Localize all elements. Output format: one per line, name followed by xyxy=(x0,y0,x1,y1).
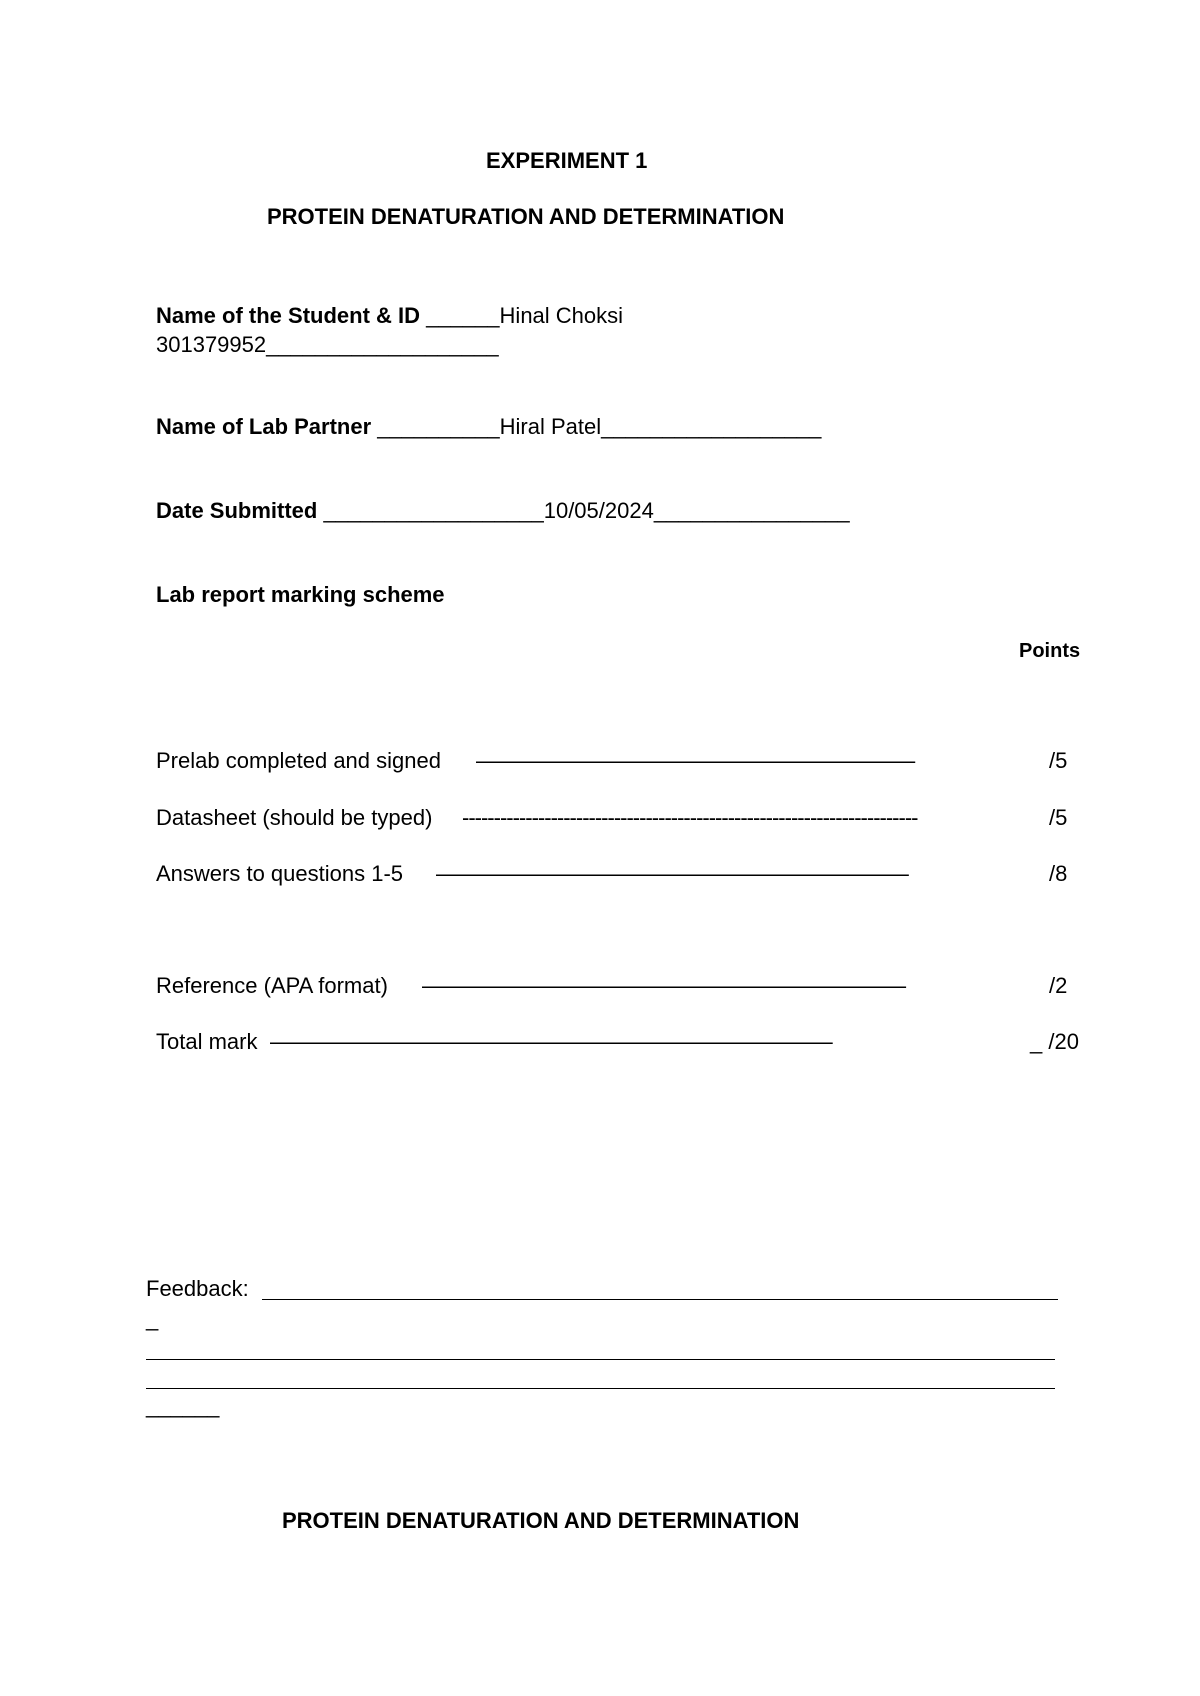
student-line xyxy=(156,303,623,328)
feedback-label: Feedback: xyxy=(146,1276,249,1301)
score-row-points: /5 xyxy=(1049,805,1068,830)
points-header: Points xyxy=(1019,640,1081,662)
date-label: Date Submitted xyxy=(156,498,318,523)
feedback-last-line: ______ xyxy=(146,1393,220,1418)
student-id-line: 301379952___________________ xyxy=(156,332,499,357)
feedback-line-2: _ xyxy=(146,1306,159,1331)
partner-pre-blank: __________ xyxy=(371,414,500,439)
score-row-datasheet xyxy=(156,805,1086,835)
marking-scheme-heading: Lab report marking scheme xyxy=(156,582,445,607)
date-pre-blank: __________________ xyxy=(317,498,544,523)
score-row-reference xyxy=(156,973,1086,1003)
score-row-label: Total mark xyxy=(156,1029,258,1054)
feedback-rule-2 xyxy=(146,1359,1055,1360)
score-row-points: /2 xyxy=(1049,973,1068,998)
score-row-leader: –––––––––––––––––––––––––––––––––––––––––––––––––– xyxy=(270,1029,832,1054)
score-row-points: _ /20 xyxy=(1030,1029,1079,1054)
partner-label: Name of Lab Partner xyxy=(156,414,372,439)
score-row-leader: –––––––––––––––––––––––––––––––––––––––––– xyxy=(436,861,908,886)
score-row-leader: ––––––––––––––––––––––––––––––––––––––––––– xyxy=(422,973,906,998)
score-row-points: /5 xyxy=(1049,748,1068,773)
score-row-leader: ------------------------------------------------------------------------ xyxy=(462,805,918,830)
experiment-number: EXPERIMENT 1 xyxy=(486,148,648,173)
feedback-rule-3 xyxy=(146,1388,1055,1389)
score-row-answers xyxy=(156,861,1086,891)
student-name: Hinal Choksi xyxy=(499,303,624,328)
score-row-prelab xyxy=(156,748,1086,778)
experiment-title: PROTEIN DENATURATION AND DETERMINATION xyxy=(267,204,785,229)
student-pre-blank: ______ xyxy=(420,303,500,328)
score-row-label: Reference (APA format) xyxy=(156,973,395,998)
date-post-blank: ________________ xyxy=(653,498,850,523)
partner-name: Hiral Patel xyxy=(499,414,602,439)
feedback-rule-1 xyxy=(262,1299,1058,1300)
score-row-label: Answers to questions 1-5 xyxy=(156,861,410,886)
score-row-points: /8 xyxy=(1049,861,1068,886)
score-row-label: Prelab completed and signed xyxy=(156,748,448,773)
partner-line xyxy=(156,414,821,439)
score-row-total xyxy=(156,1029,1086,1059)
student-label: Name of the Student & ID xyxy=(156,303,421,328)
partner-post-blank: __________________ xyxy=(601,414,822,439)
score-row-label: Datasheet (should be typed) xyxy=(156,805,439,830)
score-row-leader: ––––––––––––––––––––––––––––––––––––––– xyxy=(476,748,915,773)
date-line xyxy=(156,498,850,523)
date-value: 10/05/2024 xyxy=(543,498,654,523)
footer-title: PROTEIN DENATURATION AND DETERMINATION xyxy=(282,1508,800,1533)
